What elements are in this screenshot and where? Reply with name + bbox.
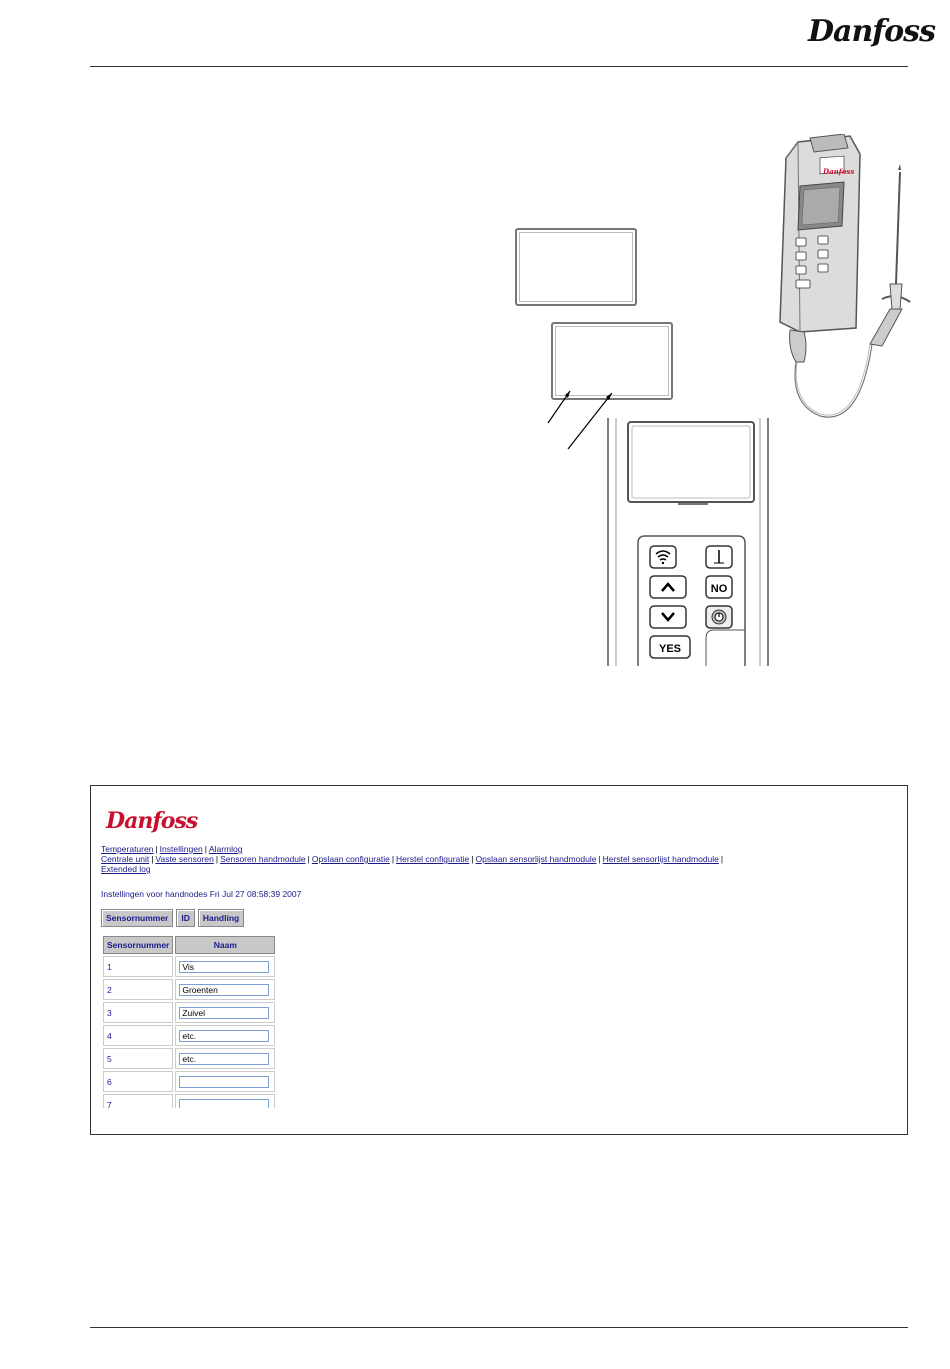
no-key [706,576,732,598]
sensor-number: 5 [103,1048,173,1069]
nav-link-centrale-unit[interactable]: Centrale unit [101,854,150,864]
sensor-name-input[interactable] [179,1007,269,1019]
yes-key [650,636,690,658]
table-scroll-area [91,786,291,1108]
table-row [103,956,275,977]
nav-link-instellingen[interactable]: Instellingen [159,844,203,854]
nav-link-extended-log[interactable]: Extended log [101,864,151,874]
power-key-icon [706,606,732,628]
sensor-name-input[interactable] [179,1030,269,1042]
sensor-name-input[interactable] [179,1076,269,1088]
sensor-name-input[interactable] [179,984,269,996]
footer-rule [90,1327,908,1328]
lcd-display-outline-1 [515,228,637,306]
nav-link-opslaan-sensorlijst[interactable]: Opslaan sensorlijst handmodule [475,854,597,864]
sensor-name-input[interactable] [179,961,269,973]
settings-nav: Centrale unit | Vaste sensoren | Sensoren handmodule | Opslaan configuratie | Herstel configuratie | Opslaan sensorlijst handmodule | Herstel sensorlijst handmodule | [101,854,724,864]
sensor-name-input[interactable] [179,1099,269,1109]
sensor-name-input[interactable] [179,1053,269,1065]
nav-link-sensoren-handmodule[interactable]: Sensoren handmodule [220,854,306,864]
column-header-naam: Naam [175,936,275,954]
table-row [103,979,275,1000]
sensor-number: 1 [103,956,173,977]
sensor-number: 4 [103,1025,173,1046]
sensor-number: 3 [103,1002,173,1023]
meter-brand-logo: Danfoss [823,167,855,176]
header-rule [90,66,908,67]
danfoss-logo: Danfoss [808,14,935,49]
table-row [103,1002,275,1023]
nav-link-opslaan-configuratie[interactable]: Opslaan configuratie [311,854,390,864]
tab-sensornummer[interactable]: Sensornummer [101,909,173,927]
column-header-sensornummer: Sensornummer [103,936,173,954]
sensor-number: 2 [103,979,173,1000]
nav-link-temperaturen[interactable]: Temperaturen [101,844,154,854]
sensor-number: 7 [103,1094,173,1108]
probe-key-icon [706,546,732,568]
no-key-label: NO [710,583,728,595]
web-interface-screenshot [90,785,908,1135]
nav-link-herstel-configuratie[interactable]: Herstel configuratie [396,854,470,864]
down-key-icon [650,606,686,628]
web-danfoss-logo: Danfoss [106,808,198,834]
table-row [103,1071,275,1092]
sensor-number: 6 [103,1071,173,1092]
nav-link-alarmlog[interactable]: Alarmlog [208,844,243,854]
nav-link-herstel-sensorlijst[interactable]: Herstel sensorlijst handmodule [602,854,719,864]
handheld-meter-illustration [760,134,920,434]
main-nav: Temperaturen | Instellingen | Alarmlog [101,844,243,854]
page-heading: Instellingen voor handnodes Fri Jul 27 08:58:39 2007 [101,889,302,899]
wifi-key-icon [650,546,676,568]
nav-link-vaste-sensoren[interactable]: Vaste sensoren [155,854,214,864]
handmodule-closeup [598,418,778,668]
tab-id[interactable]: ID [176,909,195,927]
tab-handling[interactable]: Handling [198,909,244,927]
sensor-table [101,934,277,1108]
table-row [103,1048,275,1069]
table-row [103,1094,275,1108]
yes-key-label: YES [658,643,682,655]
table-row [103,1025,275,1046]
up-key-icon [650,576,686,598]
